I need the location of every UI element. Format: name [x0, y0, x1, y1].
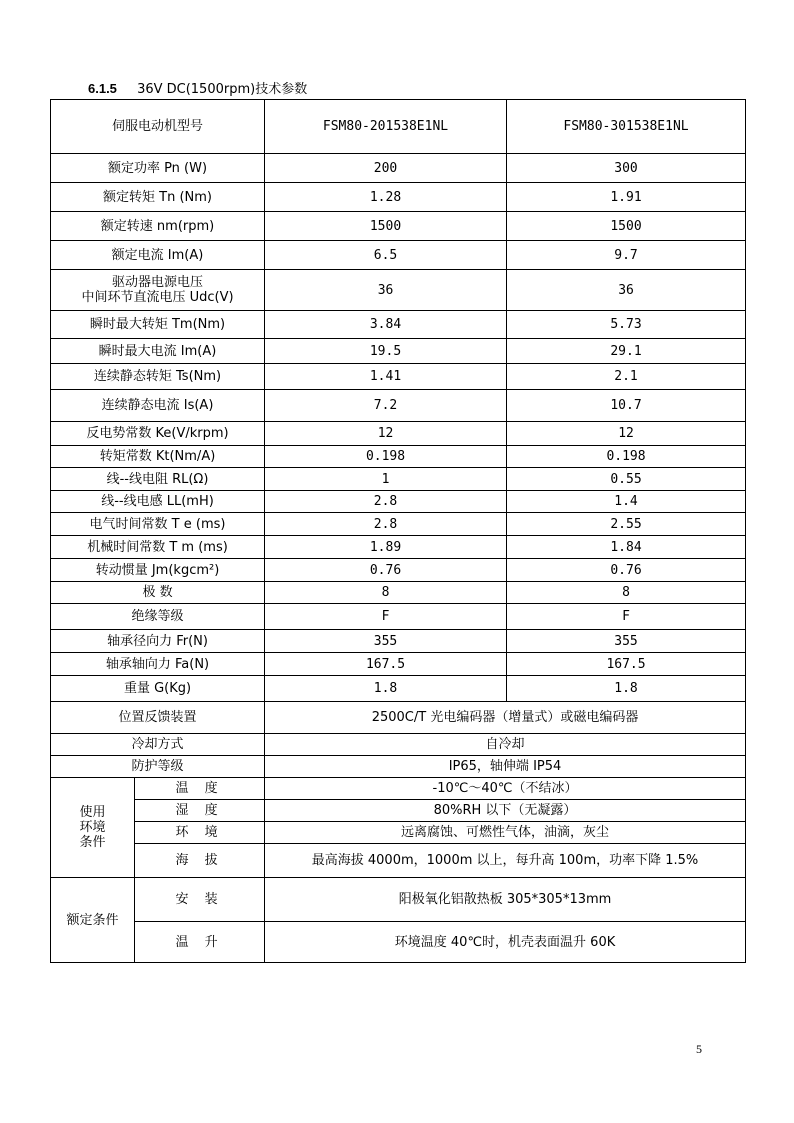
group-row: [51, 822, 746, 844]
table-row: [51, 630, 746, 653]
value-a-cell: 1.89: [265, 536, 507, 559]
value-b-cell: 36: [507, 270, 746, 311]
value-b-cell: 8: [507, 582, 746, 604]
value-b-cell: 1.84: [507, 536, 746, 559]
table-row: [51, 653, 746, 676]
param-cell: 机械时间常数 T m (ms): [51, 536, 265, 559]
param-cell: 额定转速 nm(rpm): [51, 212, 265, 241]
section-title: 36V DC(1500rpm)技术参数: [137, 82, 308, 97]
table-row: [51, 676, 746, 702]
merged-row: [51, 702, 746, 734]
param-cell: 重量 G(Kg): [51, 676, 265, 702]
table-row: [51, 582, 746, 604]
header-param-cell: 伺服电动机型号: [51, 100, 265, 154]
header-model-b-cell: FSM80-301538E1NL: [507, 100, 746, 154]
value-a-cell: 3.84: [265, 311, 507, 339]
value-a-cell: 19.5: [265, 339, 507, 364]
header-model-a-cell: FSM80-201538E1NL: [265, 100, 507, 154]
value-b-cell: 1.8: [507, 676, 746, 702]
section-heading: [88, 78, 307, 97]
value-a-cell: 8: [265, 582, 507, 604]
param-cell: 轴承轴向力 Fa(N): [51, 653, 265, 676]
table-row: [51, 491, 746, 513]
param-cell: 转动惯量 Jm(kgcm²): [51, 559, 265, 582]
sub-value-cell: 80%RH 以下（无凝露）: [265, 800, 746, 822]
param-cell: 防护等级: [51, 756, 265, 778]
value-a-cell: 1.41: [265, 364, 507, 390]
table-row: [51, 212, 746, 241]
value-a-cell: 1.28: [265, 183, 507, 212]
section-number: 6.1.5: [88, 81, 117, 96]
value-b-cell: 2.1: [507, 364, 746, 390]
param-cell: 线--线电阻 RL(Ω): [51, 468, 265, 491]
value-b-cell: 9.7: [507, 241, 746, 270]
value-a-cell: 167.5: [265, 653, 507, 676]
merged-row: [51, 734, 746, 756]
value-b-cell: 0.76: [507, 559, 746, 582]
param-cell: 冷却方式: [51, 734, 265, 756]
param-cell: 连续静态转矩 Ts(Nm): [51, 364, 265, 390]
value-b-cell: 1.4: [507, 491, 746, 513]
table-row: [51, 536, 746, 559]
value-b-cell: 1.91: [507, 183, 746, 212]
sub-label-cell: 安 装: [135, 878, 265, 922]
env-group-label: 使用 环境 条件: [51, 778, 135, 878]
sub-value-cell: 远离腐蚀、可燃性气体，油滴，灰尘: [265, 822, 746, 844]
merged-row: [51, 756, 746, 778]
sub-label-cell: 海 拔: [135, 844, 265, 878]
param-cell: 极 数: [51, 582, 265, 604]
sub-label-cell: 温 度: [135, 778, 265, 800]
value-a-cell: 12: [265, 422, 507, 446]
param-cell: 线--线电感 LL(mH): [51, 491, 265, 513]
value-a-cell: 2.8: [265, 513, 507, 536]
value-b-cell: 5.73: [507, 311, 746, 339]
param-cell: 绝缘等级: [51, 604, 265, 630]
value-b-cell: 0.55: [507, 468, 746, 491]
param-cell: 瞬时最大转矩 Tm(Nm): [51, 311, 265, 339]
value-a-cell: 1: [265, 468, 507, 491]
table-row: [51, 559, 746, 582]
value-a-cell: 6.5: [265, 241, 507, 270]
value-b-cell: 29.1: [507, 339, 746, 364]
value-a-cell: 0.76: [265, 559, 507, 582]
value-b-cell: 0.198: [507, 446, 746, 468]
table-row: [51, 183, 746, 212]
merged-value-cell: IP65，轴伸端 IP54: [265, 756, 746, 778]
table-row: [51, 604, 746, 630]
param-cell: 额定功率 Pn (W): [51, 154, 265, 183]
param-cell: 瞬时最大电流 Im(A): [51, 339, 265, 364]
param-cell: 额定电流 Im(A): [51, 241, 265, 270]
sub-value-cell: 环境温度 40℃时，机壳表面温升 60K: [265, 922, 746, 963]
merged-value-cell: 2500C/T 光电编码器（增量式）或磁电编码器: [265, 702, 746, 734]
value-a-cell: F: [265, 604, 507, 630]
value-b-cell: 10.7: [507, 390, 746, 422]
value-b-cell: 355: [507, 630, 746, 653]
table-row: [51, 364, 746, 390]
sub-label-cell: 湿 度: [135, 800, 265, 822]
table-row: [51, 422, 746, 446]
sub-label-cell: 温 升: [135, 922, 265, 963]
value-a-cell: 7.2: [265, 390, 507, 422]
table-row: [51, 241, 746, 270]
table-row: [51, 390, 746, 422]
table-row: [51, 446, 746, 468]
param-cell: 驱动器电源电压 中间环节直流电压 Udc(V): [51, 270, 265, 311]
group-row: [51, 844, 746, 878]
param-cell: 额定转矩 Tn (Nm): [51, 183, 265, 212]
table-row: [51, 311, 746, 339]
value-b-cell: 300: [507, 154, 746, 183]
table-row: [51, 339, 746, 364]
spec-table: [50, 99, 746, 963]
value-a-cell: 2.8: [265, 491, 507, 513]
param-cell: 轴承径向力 Fr(N): [51, 630, 265, 653]
value-a-cell: 36: [265, 270, 507, 311]
sub-value-cell: 最高海拔 4000m，1000m 以上，每升高 100m，功率下降 1.5%: [265, 844, 746, 878]
table-row: [51, 270, 746, 311]
group-row: [51, 922, 746, 963]
param-cell: 电气时间常数 T e (ms): [51, 513, 265, 536]
value-b-cell: F: [507, 604, 746, 630]
table-row: [51, 468, 746, 491]
group-row: [51, 778, 746, 800]
value-b-cell: 2.55: [507, 513, 746, 536]
param-cell: 连续静态电流 Is(A): [51, 390, 265, 422]
value-a-cell: 200: [265, 154, 507, 183]
value-a-cell: 0.198: [265, 446, 507, 468]
param-cell: 反电势常数 Ke(V/krpm): [51, 422, 265, 446]
page-number: 5: [696, 1042, 702, 1056]
param-cell: 转矩常数 Kt(Nm/A): [51, 446, 265, 468]
value-b-cell: 12: [507, 422, 746, 446]
sub-label-cell: 环 境: [135, 822, 265, 844]
value-a-cell: 1.8: [265, 676, 507, 702]
value-b-cell: 167.5: [507, 653, 746, 676]
sub-value-cell: 阳极氧化铝散热板 305*305*13mm: [265, 878, 746, 922]
table-row: [51, 154, 746, 183]
param-cell: 位置反馈装置: [51, 702, 265, 734]
sub-value-cell: -10℃～40℃（不结冰）: [265, 778, 746, 800]
table-row: [51, 513, 746, 536]
group-row: [51, 800, 746, 822]
group-row: [51, 878, 746, 922]
merged-value-cell: 自冷却: [265, 734, 746, 756]
rated-group-label: 额定条件: [51, 878, 135, 963]
table-header-row: [51, 100, 746, 154]
value-b-cell: 1500: [507, 212, 746, 241]
value-a-cell: 1500: [265, 212, 507, 241]
value-a-cell: 355: [265, 630, 507, 653]
